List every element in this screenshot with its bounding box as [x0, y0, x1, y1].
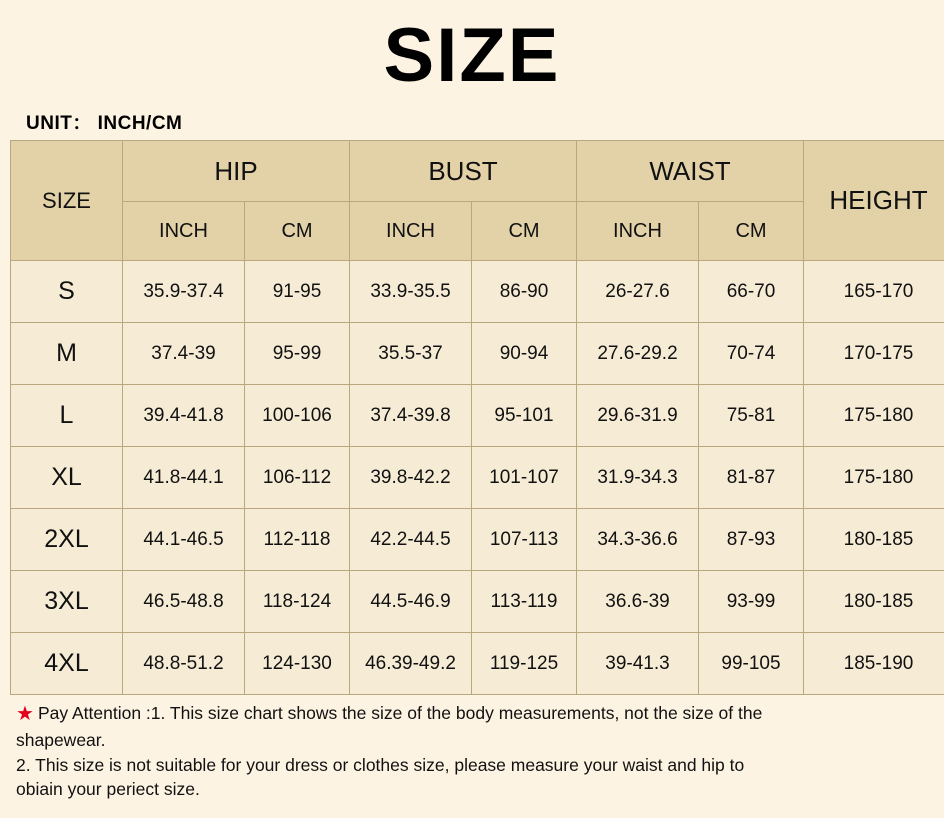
column-subheader-waist-cm: CM — [699, 202, 804, 261]
table-row — [11, 261, 944, 323]
cell-height-cm: 165-170 — [804, 261, 944, 323]
cell-bust-inch: 33.9-35.5 — [350, 261, 472, 323]
cell-size: S — [11, 261, 123, 323]
star-icon: ★ — [16, 703, 34, 725]
cell-waist-inch: 27.6-29.2 — [577, 323, 699, 385]
column-header-size: SIZE — [11, 141, 123, 261]
cell-waist-cm: 66-70 — [699, 261, 804, 323]
column-subheader-waist-inch: INCH — [577, 202, 699, 261]
cell-bust-cm: 90-94 — [472, 323, 577, 385]
cell-size: XL — [11, 447, 123, 509]
cell-size: 4XL — [11, 633, 123, 695]
page-title: SIZE — [383, 13, 561, 98]
cell-height-cm: 170-175 — [804, 323, 944, 385]
cell-size: L — [11, 385, 123, 447]
cell-waist-cm: 70-74 — [699, 323, 804, 385]
note-line-1: Pay Attention :1. This size chart shows the size of the body measurements, not the size of the — [37, 703, 763, 723]
size-table — [10, 140, 944, 695]
cell-waist-inch: 26-27.6 — [577, 261, 699, 323]
cell-hip-inch: 37.4-39 — [123, 323, 245, 385]
table-row — [11, 385, 944, 447]
cell-bust-inch: 39.8-42.2 — [350, 447, 472, 509]
cell-waist-inch: 34.3-36.6 — [577, 509, 699, 571]
cell-hip-cm: 95-99 — [245, 323, 350, 385]
note-line-2: shapewear. — [16, 730, 106, 750]
column-header-height: HEIGHT — [804, 141, 944, 261]
table-row — [11, 447, 944, 509]
table-row — [11, 323, 944, 385]
cell-waist-inch: 39-41.3 — [577, 633, 699, 695]
table-row — [11, 571, 944, 633]
table-row — [11, 509, 944, 571]
cell-size: M — [11, 323, 123, 385]
column-subheader-bust-cm: CM — [472, 202, 577, 261]
table-body — [11, 261, 944, 695]
cell-bust-inch: 44.5-46.9 — [350, 571, 472, 633]
cell-height-cm: 175-180 — [804, 447, 944, 509]
cell-size: 3XL — [11, 571, 123, 633]
cell-waist-inch: 31.9-34.3 — [577, 447, 699, 509]
cell-bust-cm: 119-125 — [472, 633, 577, 695]
cell-waist-inch: 36.6-39 — [577, 571, 699, 633]
cell-height-cm: 180-185 — [804, 509, 944, 571]
cell-hip-inch: 35.9-37.4 — [123, 261, 245, 323]
cell-hip-cm: 106-112 — [245, 447, 350, 509]
cell-hip-inch: 39.4-41.8 — [123, 385, 245, 447]
note-line-3: 2. This size is not suitable for your dress or clothes size, please measure your waist and hip to — [16, 754, 745, 775]
column-subheader-hip-cm: CM — [245, 202, 350, 261]
table-header — [11, 141, 944, 261]
cell-bust-cm: 95-101 — [472, 385, 577, 447]
cell-hip-cm: 118-124 — [245, 571, 350, 633]
cell-waist-inch: 29.6-31.9 — [577, 385, 699, 447]
column-header-hip: HIP — [123, 141, 350, 202]
note-line-4: obiain your periect size. — [16, 779, 200, 799]
cell-bust-cm: 101-107 — [472, 447, 577, 509]
cell-bust-inch: 37.4-39.8 — [350, 385, 472, 447]
cell-waist-cm: 81-87 — [699, 447, 804, 509]
notes-block — [16, 700, 936, 802]
cell-bust-inch: 46.39-49.2 — [350, 633, 472, 695]
cell-waist-cm: 75-81 — [699, 385, 804, 447]
column-subheader-hip-inch: INCH — [123, 202, 245, 261]
column-header-bust: BUST — [350, 141, 577, 202]
cell-waist-cm: 87-93 — [699, 509, 804, 571]
cell-hip-cm: 112-118 — [245, 509, 350, 571]
cell-height-cm: 185-190 — [804, 633, 944, 695]
table-group-header-row — [11, 141, 944, 202]
cell-waist-cm: 93-99 — [699, 571, 804, 633]
cell-height-cm: 180-185 — [804, 571, 944, 633]
size-table-container — [10, 140, 934, 695]
cell-waist-cm: 99-105 — [699, 633, 804, 695]
column-subheader-bust-inch: INCH — [350, 202, 472, 261]
cell-hip-inch: 48.8-51.2 — [123, 633, 245, 695]
cell-height-cm: 175-180 — [804, 385, 944, 447]
cell-hip-inch: 41.8-44.1 — [123, 447, 245, 509]
cell-bust-cm: 86-90 — [472, 261, 577, 323]
unit-label: UNIT： INCH/CM — [26, 113, 183, 134]
cell-bust-inch: 42.2-44.5 — [350, 509, 472, 571]
cell-bust-inch: 35.5-37 — [350, 323, 472, 385]
cell-hip-cm: 124-130 — [245, 633, 350, 695]
cell-hip-inch: 46.5-48.8 — [123, 571, 245, 633]
table-row — [11, 633, 944, 695]
cell-bust-cm: 107-113 — [472, 509, 577, 571]
cell-bust-cm: 113-119 — [472, 571, 577, 633]
cell-hip-cm: 91-95 — [245, 261, 350, 323]
cell-hip-inch: 44.1-46.5 — [123, 509, 245, 571]
cell-size: 2XL — [11, 509, 123, 571]
cell-hip-cm: 100-106 — [245, 385, 350, 447]
column-header-waist: WAIST — [577, 141, 804, 202]
